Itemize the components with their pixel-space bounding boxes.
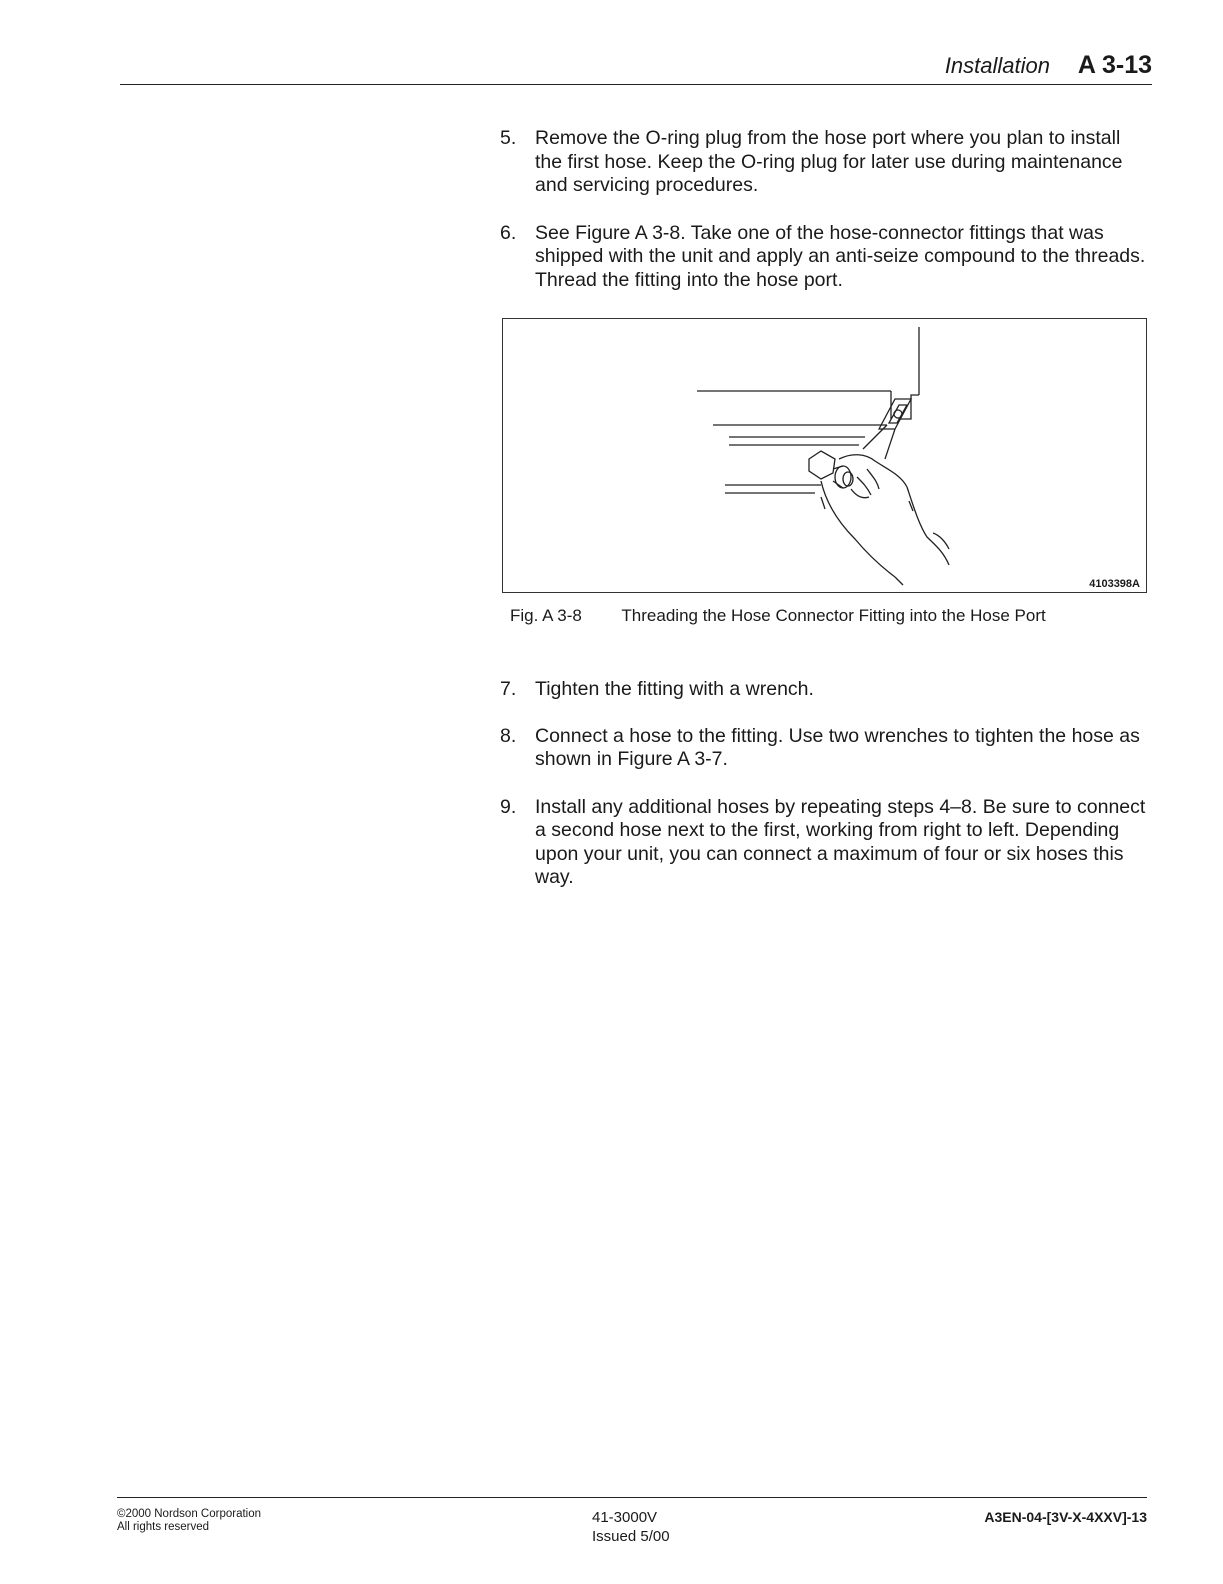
step-text: Remove the O-ring plug from the hose port where you plan to install the first hose. Keep the O-ring plug for later use during maintenance and servicing procedures. bbox=[535, 127, 1123, 196]
step-number: 9. bbox=[500, 795, 517, 818]
step-number: 8. bbox=[500, 724, 517, 747]
footer-document-info bbox=[592, 1508, 670, 1546]
step-number: 7. bbox=[500, 678, 517, 700]
step-text: Tighten the fitting with a wrench. bbox=[535, 678, 814, 700]
page-header bbox=[120, 50, 1152, 85]
document-number: 41-3000V bbox=[592, 1509, 658, 1526]
step-5 bbox=[500, 127, 1150, 198]
copyright-text: ©2000 Nordson Corporation bbox=[117, 1508, 262, 1520]
step-text: Install any additional hoses by repeating steps 4–8. Be sure to connect a second hose next to the first, working from right to left. Depending upon your unit, you can connect a maximum of four or six hoses this way. bbox=[535, 795, 1146, 888]
step-number: 5. bbox=[500, 127, 517, 149]
hose-fitting-illustration bbox=[503, 319, 1146, 592]
figure-caption bbox=[510, 606, 1046, 626]
issue-date: Issued 5/00 bbox=[592, 1528, 670, 1545]
footer-copyright bbox=[117, 1508, 261, 1534]
section-title: Installation bbox=[944, 53, 1050, 78]
step-text: Connect a hose to the fitting. Use two wrenches to tighten the hose as shown in Figure A 3-7. bbox=[535, 724, 1140, 770]
figure-id: 4103398A bbox=[1089, 578, 1140, 590]
figure-label: Fig. A 3-8 bbox=[510, 606, 582, 625]
page-footer bbox=[117, 1497, 1147, 1558]
steps-list-top bbox=[500, 127, 1150, 292]
rights-text: All rights reserved bbox=[117, 1521, 210, 1533]
footer-code: A3EN-04-[3V-X-4XXV]-13 bbox=[984, 1509, 1147, 1525]
step-6 bbox=[500, 222, 1150, 293]
steps-list-bottom bbox=[500, 678, 1150, 890]
figure-caption-text: Threading the Hose Connector Fitting into the Hose Port bbox=[621, 606, 1046, 625]
step-8 bbox=[500, 725, 1150, 772]
figure-hose-connector bbox=[502, 318, 1147, 593]
page-number: A 3-13 bbox=[1077, 51, 1152, 79]
step-number: 6. bbox=[500, 221, 517, 244]
step-9 bbox=[500, 796, 1150, 890]
step-7 bbox=[500, 678, 1150, 702]
step-text: See Figure A 3-8. Take one of the hose-connector fittings that was shipped with the unit and apply an anti-seize compound to the threads. Thread the fitting into the hose port. bbox=[535, 221, 1146, 291]
